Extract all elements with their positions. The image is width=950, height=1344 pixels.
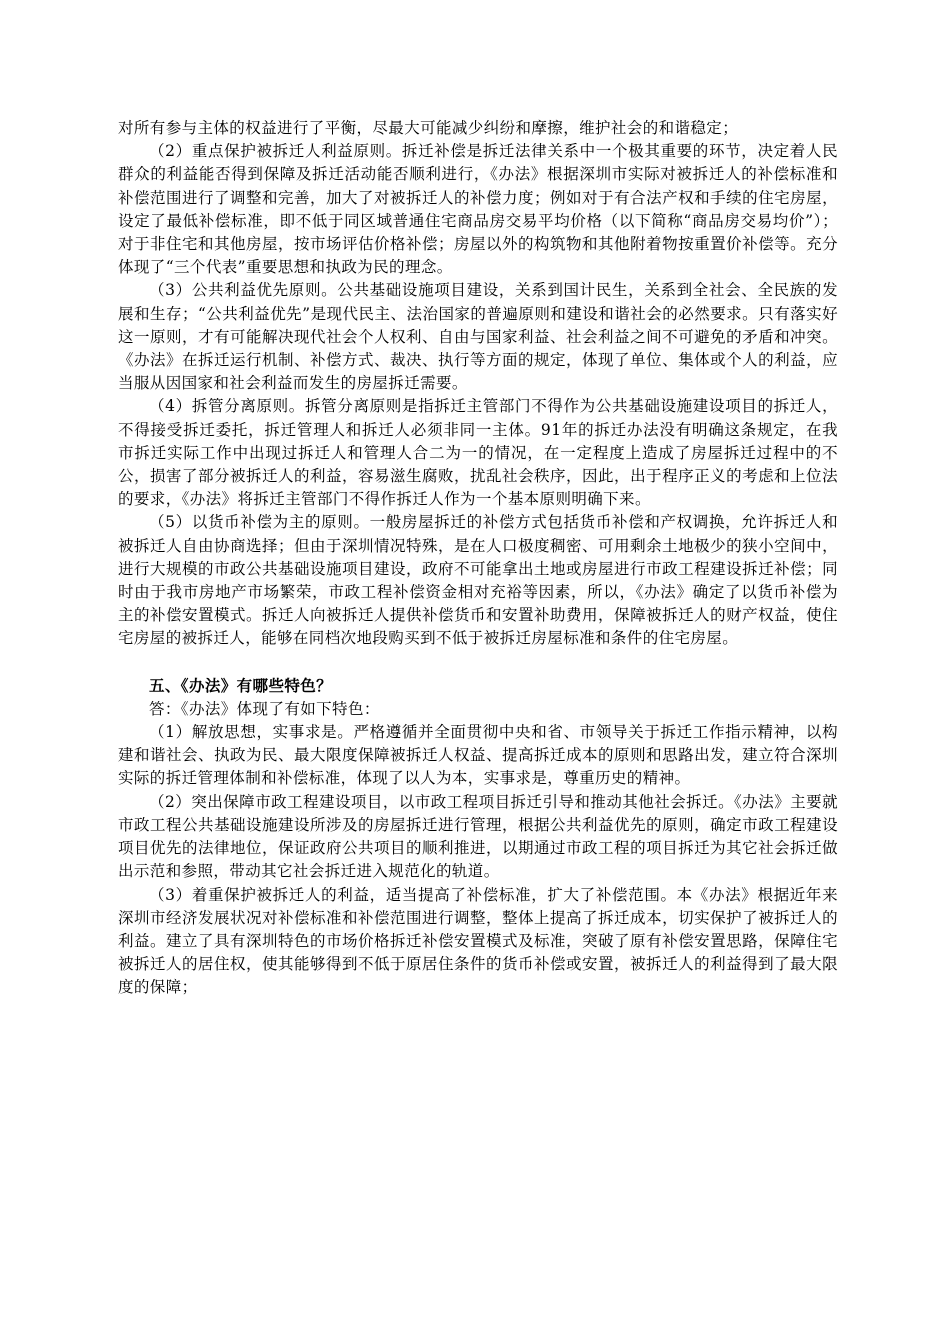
- document-body: [118, 117, 838, 1000]
- paragraph-principle-2: （2）重点保护被拆迁人利益原则。拆迁补偿是拆迁法律关系中一个极其重要的环节，决定着人民群众的利益能否得到保障及拆迁活动能否顺利进行，《办法》根据深圳市实际对被拆迁人的补偿标准和补偿范围进行了调整和完善，加大了对被拆迁人的补偿力度；例如对于有合法产权和手续的住宅房屋，设定了最低补偿标准，即不低于同区域普通住宅商品房交易平均价格（以下简称“商品房交易均价”）；对于非住宅和其他房屋，按市场评估价格补偿；房屋以外的构筑物和其他附着物按重置价补偿等。充分体现了“三个代表”重要思想和执政为民的理念。: [118, 142, 838, 277]
- paragraph-continued: 对所有参与主体的权益进行了平衡，尽最大可能减少纠纷和摩擦，维护社会的和谐稳定；: [118, 119, 739, 137]
- paragraph-feature-1: （1）解放思想，实事求是。严格遵循并全面贯彻中央和省、市领导关于拆迁工作指示精神，以构建和谐社会、执政为民、最大限度保障被拆迁人权益、提高拆迁成本的原则和思路出发，建立符合深圳实际的拆迁管理体制和补偿标准，体现了以人为本，实事求是，尊重历史的精神。: [118, 723, 838, 788]
- paragraph-principle-5: （5）以货币补偿为主的原则。一般房屋拆迁的补偿方式包括货币补偿和产权调换，允许拆迁人和被拆迁人自由协商选择；但由于深圳情况特殊，是在人口极度稠密、可用剩余土地极少的狭小空间中，进行大规模的市政公共基础设施项目建设，政府不可能拿出土地或房屋进行市政工程建设拆迁补偿；同时由于我市房地产市场繁荣，市政工程补偿资金相对充裕等因素，所以，《办法》确定了以货币补偿为主的补偿安置模式。拆迁人向被拆迁人提供补偿货币和安置补助费用，保障被拆迁人的财产权益，使住宅房屋的被拆迁人，能够在同档次地段购买到不低于被拆迁房屋标准和条件的住宅房屋。: [118, 513, 838, 648]
- paragraph-feature-3: （3）着重保护被拆迁人的利益，适当提高了补偿标准，扩大了补偿范围。本《办法》根据近年来深圳市经济发展状况对补偿标准和补偿范围进行调整，整体上提高了拆迁成本，切实保护了被拆迁人的利益。建立了具有深圳特色的市场价格拆迁补偿安置模式及标准，突破了原有补偿安置思路，保障住宅被拆迁人的居住权，使其能够得到不低于原居住条件的货币补偿或安置，被拆迁人的利益得到了最大限度的保障；: [118, 885, 838, 997]
- section-heading: 五、《办法》有哪些特色？: [149, 676, 333, 695]
- paragraph-principle-4: （4）拆管分离原则。拆管分离原则是指拆迁主管部门不得作为公共基础设施建设项目的拆迁人，不得接受拆迁委托，拆迁管理人和拆迁人必须非同一主体。91年的拆迁办法没有明确这条规定，在我市拆迁实际工作中出现过拆迁人和管理人合二为一的情况，在一定程度上造成了房屋拆迁过程中的不公，损害了部分被拆迁人的利益，容易滋生腐败，扰乱社会秩序，因此，出于程序正义的考虑和上位法的要求，《办法》将拆迁主管部门不得作拆迁人作为一个基本原则明确下来。: [118, 397, 838, 509]
- paragraph-feature-2: （2）突出保障市政工程建设项目，以市政工程项目拆迁引导和推动其他社会拆迁。《办法》主要就市政工程公共基础设施建设所涉及的房屋拆迁进行管理，根据公共利益优先的原则，确定市政工程建设项目优先的法律地位，保证政府公共项目的顺利推进，以期通过市政工程的项目拆迁为其它社会拆迁做出示范和参照，带动其它社会拆迁进入规范化的轨道。: [118, 792, 838, 881]
- paragraph-answer: 答：《办法》体现了有如下特色：: [149, 699, 380, 718]
- paragraph-principle-3: （3）公共利益优先原则。公共基础设施项目建设，关系到国计民生，关系到全社会、全民族的发展和生存；“公共利益优先”是现代民主、法治国家的普遍原则和建设和谐社会的必然要求。只有落实好这一原则，才有可能解决现代社会个人权利、自由与国家利益、社会利益之间不可避免的矛盾和冲突。《办法》在拆迁运行机制、补偿方式、裁决、执行等方面的规定，体现了单位、集体或个人的利益，应当服从因国家和社会利益而发生的房屋拆迁需要。: [118, 281, 838, 393]
